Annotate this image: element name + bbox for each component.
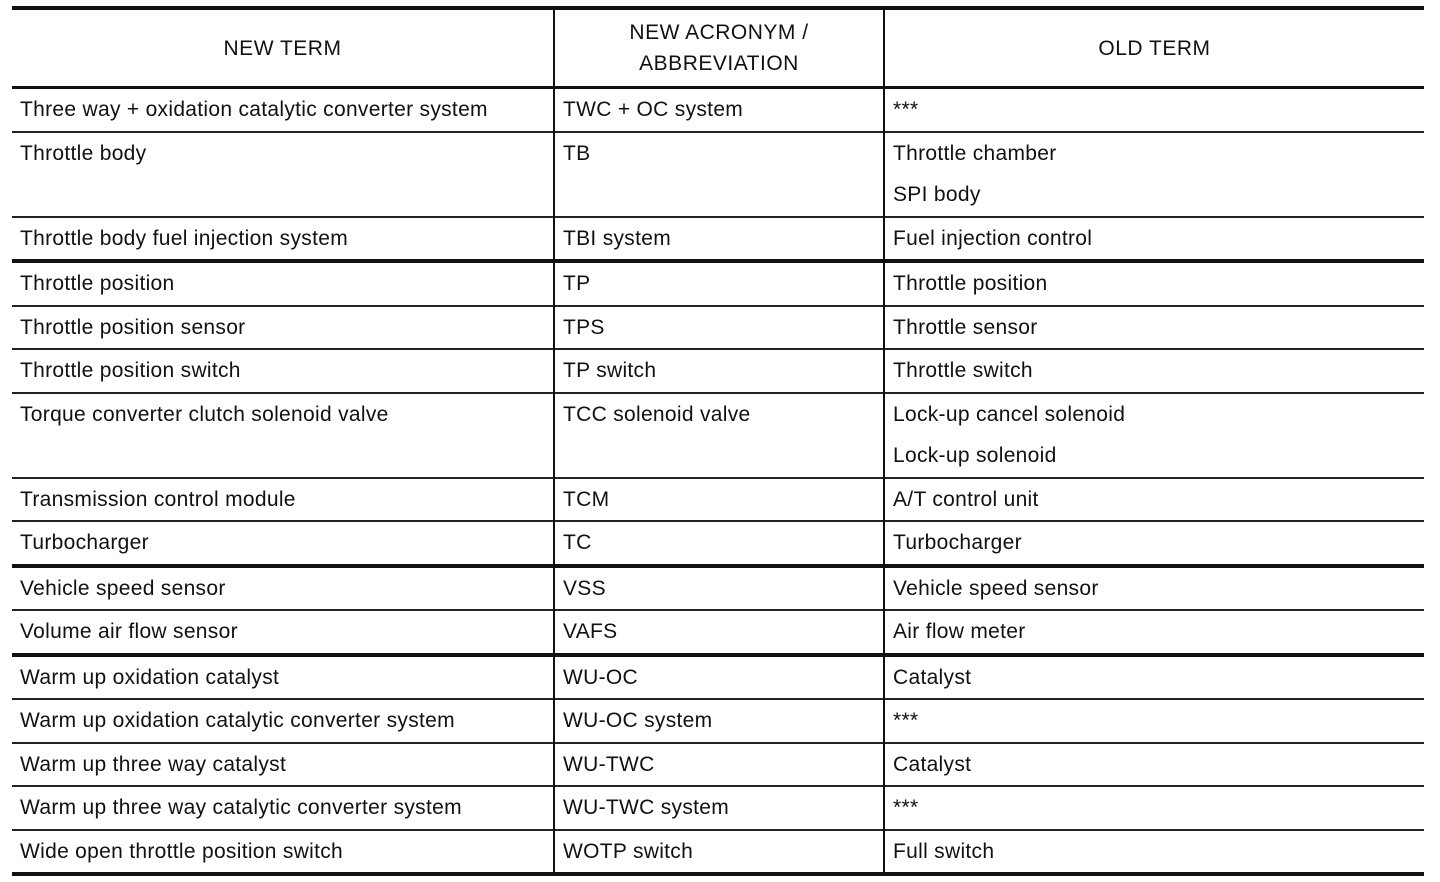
acronym-text: TP switch (563, 359, 657, 382)
header-old-term: OLD TERM (884, 8, 1424, 88)
acronym-cell (554, 610, 884, 655)
old-term-text: *** (893, 709, 919, 732)
table-row (12, 217, 1424, 262)
old-term-cell (884, 349, 1424, 393)
acronym-text: WU-TWC system (563, 796, 730, 819)
old-term-cell (884, 610, 1424, 655)
new-term-cell (12, 786, 554, 830)
old-term-text: Throttle position (893, 272, 1048, 295)
acronym-cell (554, 349, 884, 393)
acronym-text: TP (563, 272, 591, 295)
acronym-text: TPS (563, 315, 605, 339)
acronym-text: TCM (563, 487, 610, 511)
old-term-cell (884, 132, 1424, 217)
new-term-cell (12, 655, 554, 700)
new-term-text: Turbocharger (20, 531, 149, 554)
table-row (12, 478, 1424, 522)
new-term-cell (12, 88, 554, 132)
acronym-cell (554, 132, 884, 217)
header-acronym-line1: NEW ACRONYM / (629, 21, 809, 44)
old-term-text: Vehicle speed sensor (893, 576, 1099, 600)
new-term-text: Warm up oxidation catalyst (20, 665, 280, 689)
acronym-text: WOTP switch (563, 839, 694, 863)
new-term-cell (12, 393, 554, 478)
new-term-text: Warm up three way catalyst (20, 752, 287, 776)
old-term-text: *** (893, 98, 919, 121)
new-term-text: Warm up three way catalytic converter system (20, 796, 462, 819)
acronym-text: VAFS (563, 620, 618, 643)
old-term-cell (884, 830, 1424, 875)
acronym-cell (554, 566, 884, 611)
old-term-cell (884, 521, 1424, 566)
table-row (12, 610, 1424, 655)
new-term-text: Warm up oxidation catalytic converter system (20, 709, 455, 732)
acronym-cell (554, 306, 884, 350)
table-row (12, 132, 1424, 217)
table-row (12, 88, 1424, 132)
header-acronym (554, 8, 884, 88)
old-term-text: Turbocharger (893, 531, 1022, 554)
acronym-cell (554, 830, 884, 875)
new-term-cell (12, 478, 554, 522)
table-row (12, 655, 1424, 700)
new-term-cell (12, 349, 554, 393)
new-term-cell (12, 610, 554, 655)
acronym-cell (554, 699, 884, 743)
old-term-text: Lock-up cancel solenoid (893, 402, 1126, 426)
acronym-cell (554, 217, 884, 262)
acronym-text: VSS (563, 576, 606, 600)
table-row (12, 349, 1424, 393)
old-term-cell (884, 393, 1424, 478)
old-term-cell (884, 786, 1424, 830)
table-row (12, 566, 1424, 611)
acronym-text: WU-OC (563, 665, 638, 689)
old-term-text: Lock-up solenoid (893, 444, 1057, 467)
header-acronym-line2: ABBREVIATION (639, 52, 799, 75)
acronym-text: TCC solenoid valve (563, 402, 751, 426)
acronym-text: TC (563, 531, 592, 554)
new-term-cell (12, 566, 554, 611)
old-term-text: Full switch (893, 839, 995, 863)
table-row (12, 306, 1424, 350)
old-term-cell (884, 478, 1424, 522)
new-term-text: Volume air flow sensor (20, 620, 238, 643)
table-row (12, 743, 1424, 787)
old-term-text: Throttle switch (893, 359, 1033, 382)
old-term-text: Throttle sensor (893, 315, 1038, 339)
acronym-cell (554, 88, 884, 132)
new-term-text: Vehicle speed sensor (20, 576, 226, 600)
table-row (12, 393, 1424, 478)
old-term-text: A/T control unit (893, 487, 1039, 511)
new-term-text: Throttle position (20, 272, 175, 295)
new-term-cell (12, 217, 554, 262)
new-term-text: Throttle position switch (20, 359, 241, 382)
old-term-text: *** (893, 796, 919, 819)
old-term-cell (884, 217, 1424, 262)
table-row (12, 699, 1424, 743)
acronym-text: TWC + OC system (563, 98, 744, 121)
old-term-text: Air flow meter (893, 620, 1026, 643)
old-term-cell (884, 655, 1424, 700)
acronym-cell (554, 743, 884, 787)
new-term-cell (12, 699, 554, 743)
new-term-cell (12, 306, 554, 350)
acronym-cell (554, 393, 884, 478)
table-row (12, 521, 1424, 566)
acronym-cell (554, 261, 884, 306)
acronym-text: WU-TWC (563, 752, 655, 776)
old-term-text: Fuel injection control (893, 226, 1093, 250)
old-term-cell (884, 261, 1424, 306)
new-term-cell (12, 132, 554, 217)
table-row (12, 261, 1424, 306)
acronym-cell (554, 521, 884, 566)
old-term-cell (884, 306, 1424, 350)
new-term-cell (12, 830, 554, 875)
old-term-text: SPI body (893, 183, 981, 206)
new-term-text: Throttle body fuel injection system (20, 226, 348, 250)
new-term-cell (12, 743, 554, 787)
acronym-cell (554, 786, 884, 830)
header-new-term: NEW TERM (12, 8, 554, 88)
header-row (12, 8, 1424, 88)
new-term-cell (12, 261, 554, 306)
new-term-text: Throttle body (20, 141, 147, 165)
acronym-text: WU-OC system (563, 709, 713, 732)
acronym-cell (554, 655, 884, 700)
table-row (12, 830, 1424, 875)
new-term-text: Torque converter clutch solenoid valve (20, 402, 389, 426)
new-term-text: Three way + oxidation catalytic converter system (20, 98, 488, 121)
acronym-text: TBI system (563, 226, 672, 250)
old-term-cell (884, 88, 1424, 132)
table-row (12, 786, 1424, 830)
table-body (12, 88, 1424, 875)
old-term-text: Catalyst (893, 665, 972, 689)
table-header (12, 8, 1424, 88)
old-term-text: Catalyst (893, 752, 972, 776)
terms-table (12, 6, 1424, 876)
old-term-cell (884, 699, 1424, 743)
new-term-text: Transmission control module (20, 487, 296, 511)
new-term-text: Wide open throttle position switch (20, 839, 344, 863)
acronym-cell (554, 478, 884, 522)
acronym-text: TB (563, 141, 591, 165)
old-term-cell (884, 566, 1424, 611)
new-term-cell (12, 521, 554, 566)
old-term-cell (884, 743, 1424, 787)
new-term-text: Throttle position sensor (20, 315, 246, 339)
old-term-text: Throttle chamber (893, 141, 1057, 165)
